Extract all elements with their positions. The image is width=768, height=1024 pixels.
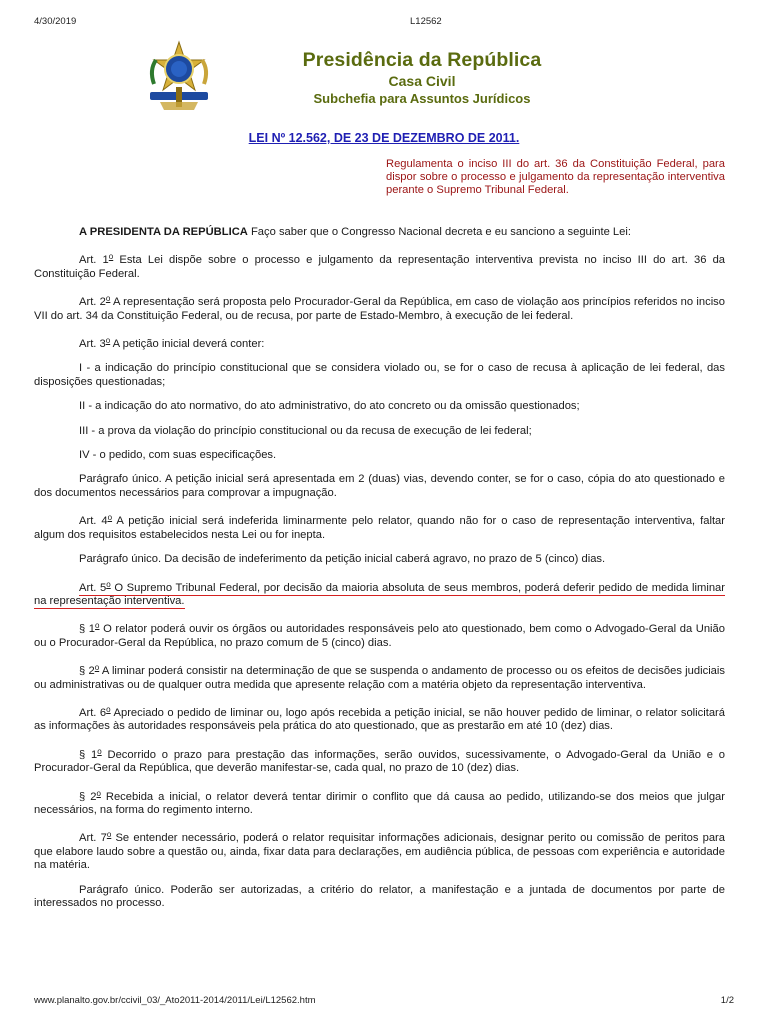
paragraph-text: O relator poderá ouvir os órgãos ou autoridades responsáveis pelo ato questionado, bem como o Advogado-Geral da União ou o Procurador-Geral da República, no prazo comum de 5 (cinco) dias. xyxy=(34,623,725,649)
article-6-paragraph-1 xyxy=(34,745,725,776)
paragraph-ordinal: o xyxy=(94,663,100,673)
law-title-link[interactable]: LEI Nº 12.562, DE 23 DE DEZEMBRO DE 2011. xyxy=(248,131,520,145)
article-label: Art. 6 xyxy=(79,706,107,719)
article-3 xyxy=(34,334,725,351)
paragrafo-unico-art4: Parágrafo único. Da decisão de indeferimento da petição inicial caberá agravo, no prazo de 5 (cinco) dias. xyxy=(79,553,606,566)
article-label: Art. 7 xyxy=(79,832,107,845)
article-label: Art. 3 xyxy=(79,338,106,351)
law-body xyxy=(34,226,725,921)
article-text: A representação será proposta pelo Procurador-Geral da República, em caso de violação aos princípios referidos no inciso VII do art. 34 da Constituição Federal, ou de recusa, por parte de Estado-Membro, à execução de lei federal. xyxy=(34,296,725,322)
preamble-bold: A PRESIDENTA DA REPÚBLICA xyxy=(79,226,248,238)
article-4 xyxy=(34,511,725,542)
item-i: I - a indicação do princípio constitucional que se considera violado ou, se for o caso de recusa à aplicação de lei federal, das disposições questionadas; xyxy=(34,362,725,388)
article-1 xyxy=(34,250,725,281)
article-label: Art. 1 xyxy=(79,254,109,267)
article-text: Esta Lei dispõe sobre o processo e julgamento da representação interventiva prevista no inciso III do art. 36 da Constituição Federal. xyxy=(34,254,726,280)
paragrafo-unico-art3: Parágrafo único. A petição inicial será apresentada em 2 (duas) vias, devendo conter, se for o caso, cópia do ato questionado e dos documentos necessários para comprovar a impugnação. xyxy=(34,473,725,499)
article-text: A petição inicial será indeferida liminarmente pelo relator, quando não for o caso de representação interventiva, faltar algum dos requisitos estabelecidos nesta Lei ou for inepta. xyxy=(34,515,725,541)
item-iii: III - a prova da violação do princípio constitucional ou da recusa de execução de lei federal; xyxy=(79,424,532,437)
article-text: O Supremo Tribunal Federal, por decisão da maioria absoluta de seus membros, poderá deferir pedido de medida liminar na representação interventiva. xyxy=(34,581,725,607)
article-6 xyxy=(34,703,725,734)
paragraph-label: § 1 xyxy=(79,748,98,761)
preamble-text: Faço saber que o Congresso Nacional decreta e eu sanciono a seguinte Lei: xyxy=(247,226,631,238)
paragraph-ordinal: o xyxy=(97,746,102,756)
paragraph-label: § 1 xyxy=(79,623,96,636)
article-text: Se entender necessário, poderá o relator requisitar informações adicionais, designar perito ou comissão de peritos para que elabore laudo sobre a questão ou, ainda, fixar data para declarações, em audiência pública, de pessoas com experiência e autoridade na matéria. xyxy=(34,832,725,872)
print-date: 4/30/2019 xyxy=(34,16,77,27)
article-7 xyxy=(34,828,725,872)
article-5-paragraph-1 xyxy=(34,619,725,650)
article-ordinal: o xyxy=(106,830,112,840)
article-label: Art. 5 xyxy=(79,581,107,594)
paragraph-label: § 2 xyxy=(79,665,95,678)
article-ordinal: o xyxy=(106,704,111,714)
article-6-paragraph-2 xyxy=(34,787,725,818)
page-count: 1/2 xyxy=(720,995,734,1006)
coat-of-arms-icon xyxy=(146,40,212,114)
paragraph-text: Recebida a inicial, o relator deverá tentar dirimir o conflito que dá causa ao pedido, utilizando-se dos meios que julgar necessários, na forma do regimento interno. xyxy=(34,790,725,816)
item-ii: II - a indicação do ato normativo, do ato administrativo, do ato concreto ou da omissão questionados; xyxy=(79,400,580,413)
paragraph-label: § 2 xyxy=(79,790,97,803)
article-ordinal: o xyxy=(108,252,114,262)
article-text: Apreciado o pedido de liminar ou, logo após recebida a petição inicial, se não houver pedido de liminar, o relator solicitará as informações às autoridades responsáveis pela prática do ato questionado, que as prestarão em até 10 (dez) dias. xyxy=(34,706,726,733)
article-label: Art. 2 xyxy=(79,296,106,309)
article-5 xyxy=(34,578,725,609)
org-subtitle-subchefia: Subchefia para Assuntos Jurídicos xyxy=(313,91,531,106)
item-iv: IV - o pedido, com suas especificações. xyxy=(79,449,277,462)
article-2 xyxy=(34,292,725,323)
article-ordinal: o xyxy=(105,336,111,346)
article-ordinal: o xyxy=(107,513,113,523)
org-title: Presidência da República xyxy=(302,49,542,71)
law-title xyxy=(0,131,768,145)
article-ordinal: o xyxy=(105,294,111,304)
paragrafo-unico-art7: Parágrafo único. Poderão ser autorizadas, a critério do relator, a manifestação e a juntada de documentos por parte de interessados no processo. xyxy=(34,883,725,909)
article-text: A petição inicial deverá conter: xyxy=(110,338,265,351)
article-ordinal: o xyxy=(106,579,111,589)
paragraph-ordinal: o xyxy=(96,788,101,798)
article-label: Art. 4 xyxy=(79,515,108,528)
paragraph-ordinal: o xyxy=(95,621,100,631)
highlighted-article-5 xyxy=(34,579,725,609)
paragraph-text: A liminar poderá consistir na determinação de que se suspenda o andamento de processo ou os efeitos de decisões judiciais ou administrativas ou de qualquer outra medida que apresente relação com a matéria objeto da representação interventiva. xyxy=(34,665,725,691)
source-url: www.planalto.gov.br/ccivil_03/_Ato2011-2014/2011/Lei/L12562.htm xyxy=(34,995,316,1006)
org-subtitle-casa-civil: Casa Civil xyxy=(388,73,456,89)
print-page-title: L12562 xyxy=(410,16,442,27)
article-5-paragraph-2 xyxy=(34,661,725,692)
ementa: Regulamenta o inciso III do art. 36 da Constituição Federal, para dispor sobre o processo e julgamento da representação interventiva perante o Supremo Tribunal Federal. xyxy=(386,158,725,197)
header-block xyxy=(262,48,582,108)
paragraph-text: Decorrido o prazo para prestação das informações, serão ouvidos, sucessivamente, o Advogado-Geral da União e o Procurador-Geral da República, que deverão manifestar-se, cada qual, no prazo de 10 (dez) dias. xyxy=(34,748,725,775)
preamble xyxy=(34,226,725,239)
